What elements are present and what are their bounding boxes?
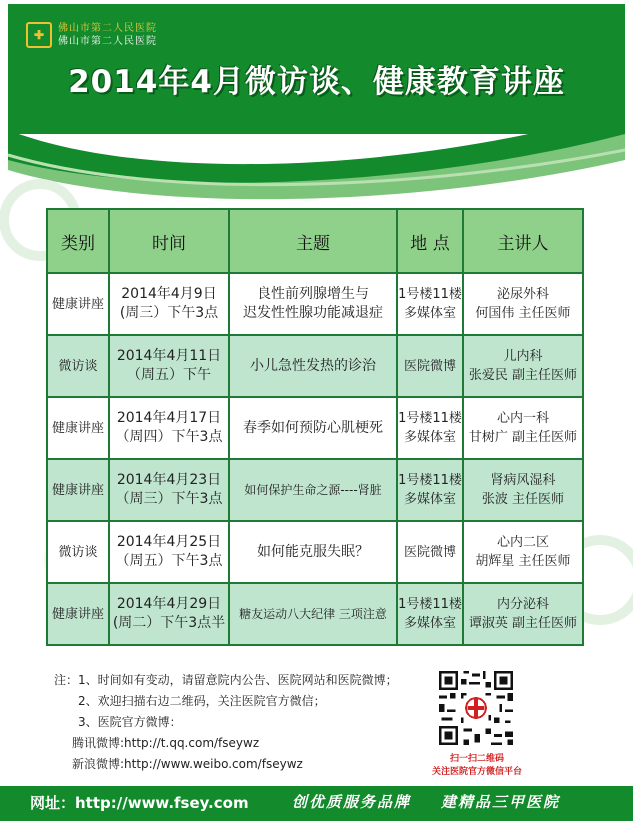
cell-speaker (463, 459, 583, 521)
cell-topic (229, 397, 397, 459)
cell-date: 2014年4月25日 (116, 534, 222, 550)
cell-category: 微访谈 (47, 521, 109, 583)
cell-place-line2: 多媒体室 (403, 306, 456, 321)
cell-dept: 心内一科 (496, 411, 549, 426)
note-2: 2、欢迎扫描右边二维码，关注医院官方微信； (78, 694, 326, 708)
table-row (47, 583, 583, 645)
qr-code-icon[interactable] (436, 668, 516, 748)
cell-speaker-name: 胡辉星 主任医师 (475, 554, 571, 569)
cell-category: 健康讲座 (47, 583, 109, 645)
cell-time (109, 397, 229, 459)
table-header-row (47, 209, 583, 273)
cell-place-line2: 多媒体室 (403, 492, 456, 507)
cell-dept: 儿内科 (503, 349, 543, 364)
header-speaker: 主讲人 (463, 209, 583, 273)
footer-slogan-2: 建精品三甲医院 (441, 793, 561, 811)
qr-caption-line1: 扫一扫二维码 (449, 754, 504, 764)
cell-dept: 内分泌科 (496, 597, 549, 612)
logo-text-line2: 佛山市第二人民医院 (58, 36, 157, 47)
note-1: 注：1、时间如有变动，请留意院内公告、医院网站和医院微博； (54, 673, 398, 687)
cell-speaker-name: 张爱民 副主任医师 (468, 368, 578, 383)
cell-topic-line1: 小儿急性发热的诊治 (250, 357, 376, 374)
cell-time (109, 273, 229, 335)
cell-topic-line1: 如何能克服失眠？ (257, 543, 369, 560)
cell-speaker (463, 335, 583, 397)
cell-dept: 心内二区 (496, 535, 549, 550)
cell-category: 健康讲座 (47, 397, 109, 459)
header-time: 时间 (109, 209, 229, 273)
table-row (47, 335, 583, 397)
cell-speaker-name: 张波 主任医师 (481, 492, 565, 507)
cell-topic (229, 583, 397, 645)
notes (54, 670, 424, 775)
cell-place-line1: 1号楼11楼 (398, 473, 462, 488)
cell-place-line2: 多媒体室 (403, 430, 456, 445)
table-row (47, 459, 583, 521)
cell-place-line1: 1号楼11楼 (398, 597, 462, 612)
cell-time (109, 335, 229, 397)
cell-weekday-time: （周三）下午3点 (115, 491, 223, 507)
cell-place (397, 335, 463, 397)
cell-topic-line1: 糖友运动八大纪律 三项注意 (239, 606, 387, 621)
hospital-logo-icon: ✚ (26, 22, 52, 48)
cell-place (397, 583, 463, 645)
qr-caption (410, 753, 544, 779)
qr-caption-line2: 关注医院官方微信平台 (431, 767, 522, 777)
tencent-weibo-link[interactable]: 腾讯微博:http://t.qq.com/fseywz (72, 736, 260, 750)
cell-place (397, 273, 463, 335)
cell-date: 2014年4月9日 (121, 286, 217, 302)
footer-slogan-1: 创优质服务品牌 (292, 793, 412, 811)
schedule-table (46, 208, 582, 646)
header-place: 地 点 (397, 209, 463, 273)
cell-weekday-time: (周二）下午3点半 (112, 615, 226, 631)
cell-weekday-time: (周三）下午3点 (119, 305, 219, 321)
cell-weekday-time: （周四）下午3点 (115, 429, 223, 445)
table-row (47, 521, 583, 583)
cell-topic (229, 273, 397, 335)
cell-topic (229, 521, 397, 583)
cell-speaker-name: 何国伟 主任医师 (475, 306, 571, 321)
cell-topic (229, 335, 397, 397)
cell-topic-line2: 迟发性性腺功能减退症 (243, 305, 383, 321)
cell-place-line1: 1号楼11楼 (398, 411, 462, 426)
cell-date: 2014年4月11日 (116, 348, 222, 364)
cell-topic-line1: 良性前列腺增生与 (257, 286, 369, 302)
cell-place (397, 397, 463, 459)
footer (0, 786, 633, 821)
cell-place-line2: 多媒体室 (403, 616, 456, 631)
logo-text-line1: 佛山市第二人民医院 (58, 23, 157, 34)
header-topic: 主题 (229, 209, 397, 273)
cell-category: 健康讲座 (47, 459, 109, 521)
page-title: 2014年4月微访谈、健康教育讲座 (68, 64, 565, 100)
cell-time (109, 583, 229, 645)
cell-time (109, 459, 229, 521)
cell-speaker (463, 521, 583, 583)
cell-category: 微访谈 (47, 335, 109, 397)
cell-weekday-time: （周五）下午3点 (115, 553, 223, 569)
cell-category: 健康讲座 (47, 273, 109, 335)
table-row (47, 397, 583, 459)
cell-place-line1: 医院微博 (403, 544, 456, 560)
note-3: 3、医院官方微博： (78, 715, 182, 729)
cell-speaker (463, 397, 583, 459)
cell-dept: 泌尿外科 (496, 287, 549, 302)
cell-weekday-time: （周五）下午 (127, 367, 211, 383)
cell-place (397, 459, 463, 521)
cell-topic (229, 459, 397, 521)
cell-topic-line1: 春季如何预防心肌梗死 (243, 419, 383, 436)
cell-speaker (463, 583, 583, 645)
cell-time (109, 521, 229, 583)
cell-topic-line1: 如何保护生命之源----肾脏 (244, 482, 382, 497)
cell-place (397, 521, 463, 583)
cell-speaker (463, 273, 583, 335)
cell-speaker-name: 甘树广 副主任医师 (468, 430, 578, 445)
cell-date: 2014年4月17日 (116, 410, 222, 426)
cell-place-line1: 医院微博 (403, 358, 456, 374)
website-link[interactable]: 网址：http://www.fsey.com (30, 794, 249, 812)
sina-weibo-link[interactable]: 新浪微博:http://www.weibo.com/fseywz (72, 757, 303, 771)
hospital-logo (26, 22, 157, 48)
header-category: 类别 (47, 209, 109, 273)
cell-dept: 肾病风湿科 (490, 473, 556, 488)
cell-place-line1: 1号楼11楼 (398, 287, 462, 302)
cell-date: 2014年4月23日 (116, 472, 222, 488)
cell-date: 2014年4月29日 (116, 596, 222, 612)
table-row (47, 273, 583, 335)
cell-speaker-name: 谭淑英 副主任医师 (468, 616, 578, 631)
